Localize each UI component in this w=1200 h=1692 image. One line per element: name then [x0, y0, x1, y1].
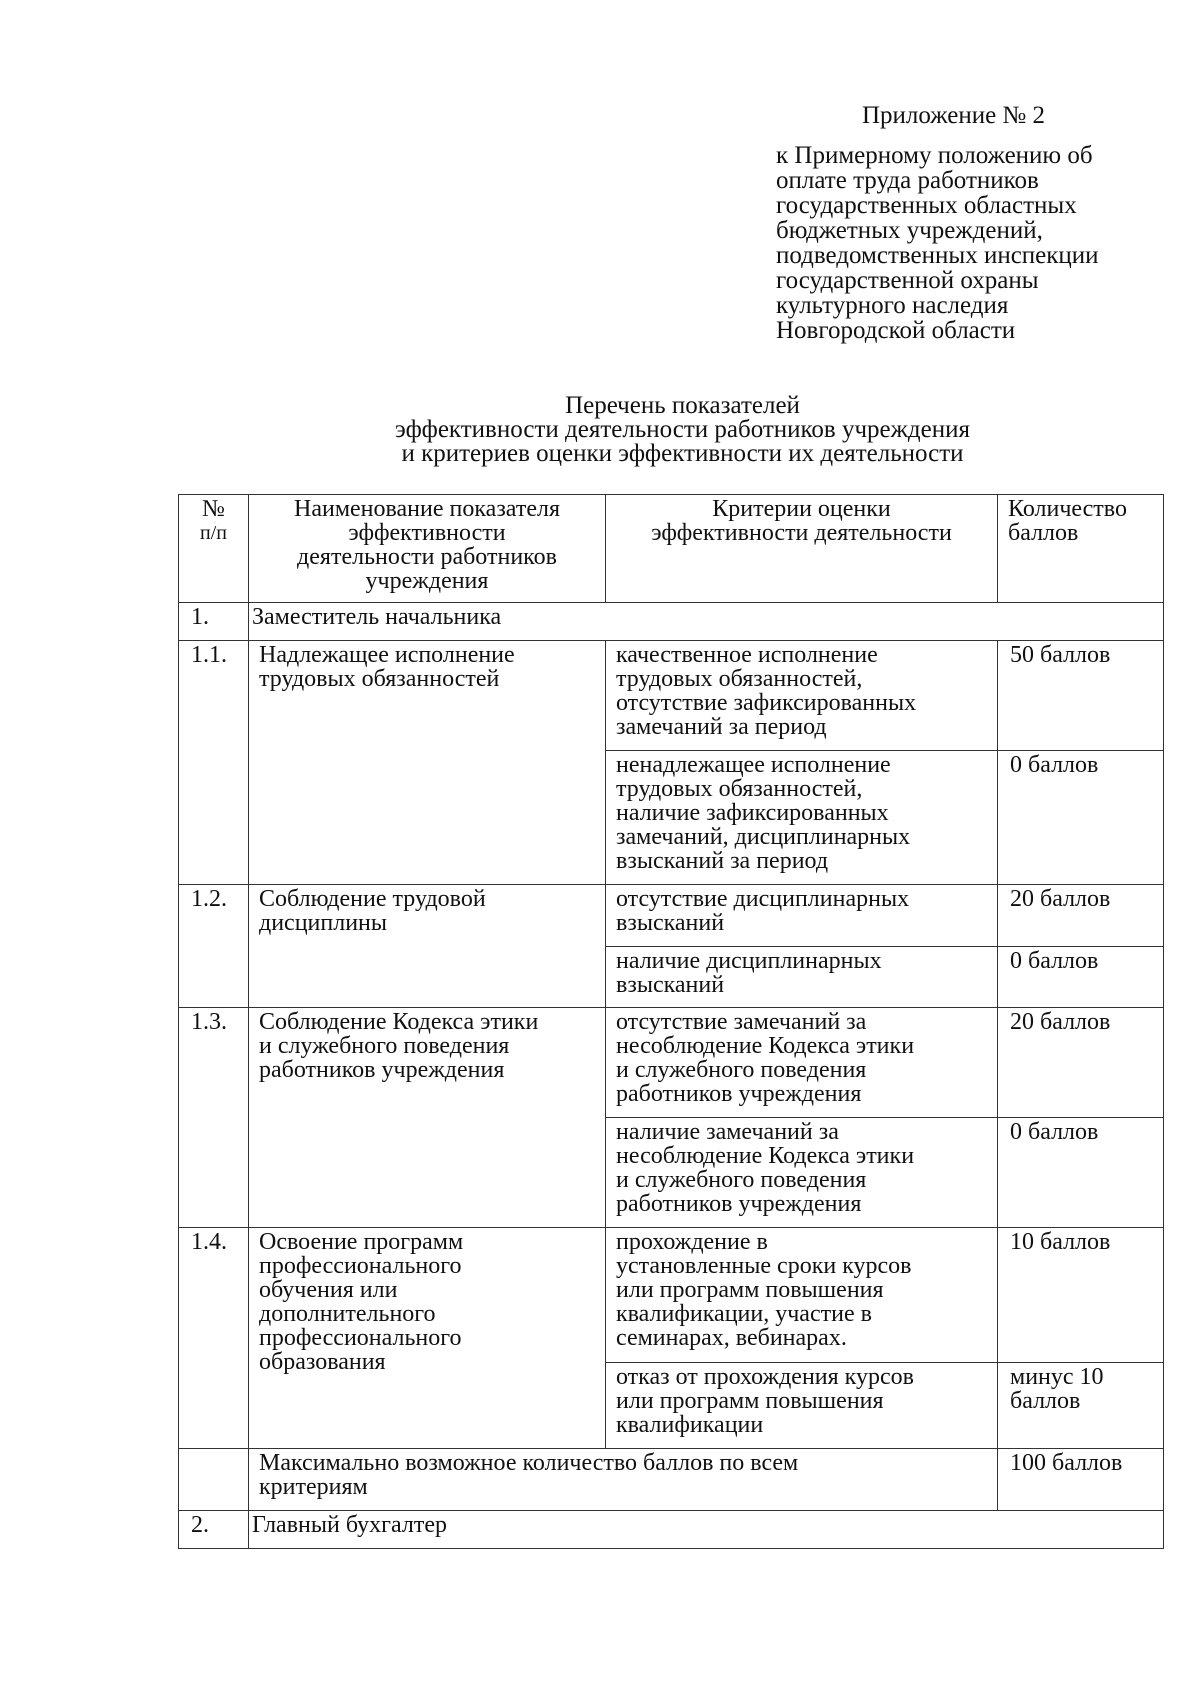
appendix-ref-line: Новгородской области	[776, 317, 1016, 344]
table-row	[179, 1228, 1164, 1363]
appendix-ref-line: бюджетных учреждений,	[776, 217, 1043, 244]
max-points-label: Максимально возможное количество баллов по всем критериям	[249, 1449, 998, 1511]
title-line: Перечень показателей	[565, 392, 800, 419]
header-indicator: Наименование показателя эффективности деятельности работников учреждения	[249, 495, 606, 603]
row-number: 1.2.	[179, 885, 249, 1008]
header-num: № п/п	[179, 495, 249, 603]
criteria-cell: прохождение в установленные сроки курсов или программ повышения квалификации, участие в семинарах, вебинарах.	[606, 1228, 998, 1363]
criteria-cell: наличие замечаний за несоблюдение Кодекса этики и служебного поведения работников учреждения	[606, 1118, 998, 1228]
section-title: Заместитель начальника	[249, 603, 1164, 641]
points-cell: 20 баллов	[998, 1008, 1164, 1118]
document-title	[0, 394, 1200, 466]
table-row	[179, 641, 1164, 751]
row-number: 1.3.	[179, 1008, 249, 1228]
points-cell: 50 баллов	[998, 641, 1164, 751]
criteria-cell: отсутствие дисциплинарных взысканий	[606, 885, 998, 947]
points-cell: 10 баллов	[998, 1228, 1164, 1363]
indicator-cell: Освоение программ профессионального обучения или дополнительного профессионального образования	[249, 1228, 606, 1449]
indicator-cell: Надлежащее исполнение трудовых обязанностей	[249, 641, 606, 885]
points-cell: 20 баллов	[998, 885, 1164, 947]
appendix-ref-line: к Примерному положению об	[776, 142, 1093, 169]
title-line: эффективности деятельности работников учреждения	[395, 416, 970, 443]
appendix-ref-line: культурного наследия	[776, 292, 1009, 319]
appendix-number: Приложение № 2	[862, 102, 1046, 129]
section-number: 1.	[179, 603, 249, 641]
row-number: 1.4.	[179, 1228, 249, 1449]
indicator-cell: Соблюдение трудовой дисциплины	[249, 885, 606, 1008]
max-points-row	[179, 1449, 1164, 1511]
criteria-cell: качественное исполнение трудовых обязанностей, отсутствие зафиксированных замечаний за период	[606, 641, 998, 751]
header-points: Количество баллов	[998, 495, 1164, 603]
appendix-ref-line: государственной охраны	[776, 267, 1039, 294]
criteria-table	[178, 494, 1164, 1549]
points-cell: 0 баллов	[998, 1118, 1164, 1228]
table-row	[179, 885, 1164, 947]
header-criteria: Критерии оценки эффективности деятельности	[606, 495, 998, 603]
criteria-cell: отсутствие замечаний за несоблюдение Кодекса этики и служебного поведения работников учреждения	[606, 1008, 998, 1118]
empty-cell	[179, 1449, 249, 1511]
table-row	[179, 1008, 1164, 1118]
section-title: Главный бухгалтер	[249, 1511, 1164, 1549]
section-number: 2.	[179, 1511, 249, 1549]
criteria-cell: наличие дисциплинарных взысканий	[606, 947, 998, 1008]
criteria-cell: ненадлежащее исполнение трудовых обязанностей, наличие зафиксированных замечаний, дисциплинарных взысканий за период	[606, 751, 998, 885]
appendix-ref-line: оплате труда работников	[776, 167, 1039, 194]
points-cell: 0 баллов	[998, 947, 1164, 1008]
points-cell: минус 10 баллов	[998, 1363, 1164, 1449]
table-header-row	[179, 495, 1164, 603]
section-row	[179, 603, 1164, 641]
appendix-reference	[776, 143, 1099, 343]
appendix-ref-line: подведомственных инспекции	[776, 242, 1099, 269]
criteria-cell: отказ от прохождения курсов или программ повышения квалификации	[606, 1363, 998, 1449]
appendix-ref-line: государственных областных	[776, 192, 1077, 219]
max-points-value: 100 баллов	[998, 1449, 1164, 1511]
row-number: 1.1.	[179, 641, 249, 885]
indicator-cell: Соблюдение Кодекса этики и служебного поведения работников учреждения	[249, 1008, 606, 1228]
section-row	[179, 1511, 1164, 1549]
title-line: и критериев оценки эффективности их деятельности	[401, 440, 964, 467]
points-cell: 0 баллов	[998, 751, 1164, 885]
